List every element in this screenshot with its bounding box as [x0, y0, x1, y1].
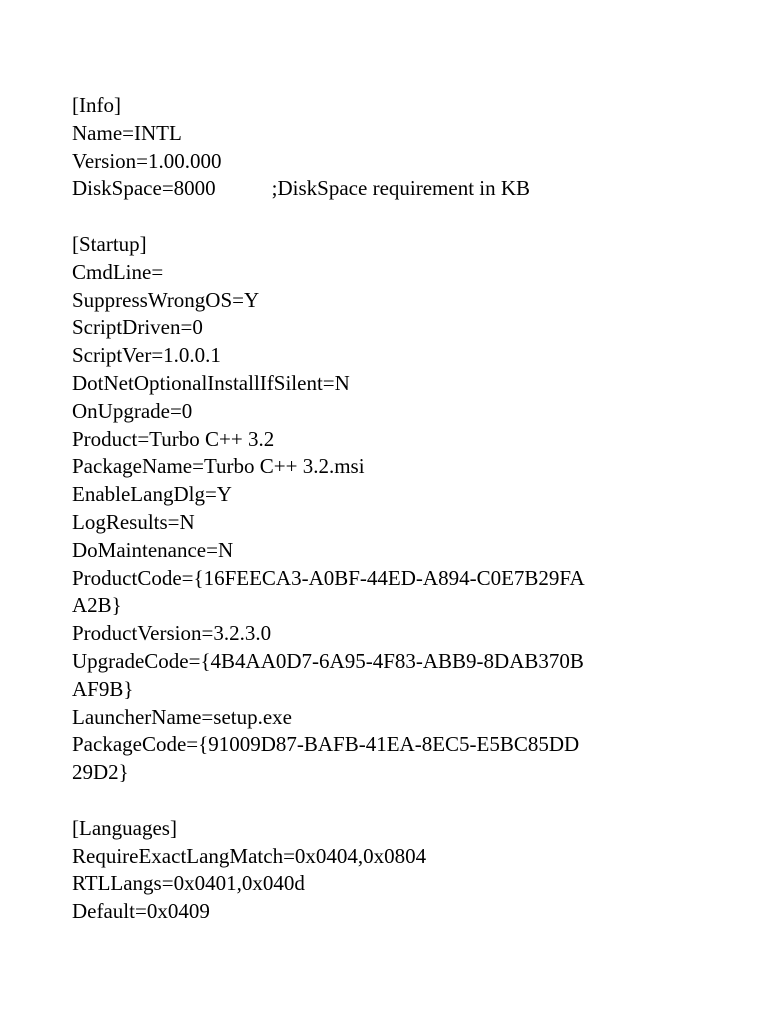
- startup-line: EnableLangDlg=Y: [72, 482, 232, 507]
- startup-line: LauncherName=setup.exe: [72, 704, 292, 729]
- info-section-header: [Info]: [72, 93, 121, 117]
- info-diskspace-comment: ;DiskSpace requirement in KB: [271, 176, 531, 201]
- languages-line: RTLLangs=0x0401,0x040d: [72, 871, 305, 896]
- blank-line: [72, 203, 752, 231]
- startup-section-header: [Startup]: [72, 231, 147, 256]
- startup-line: DoMaintenance=N: [72, 537, 234, 562]
- info-diskspace-line: DiskSpace=8000: [72, 176, 216, 201]
- startup-line: AF9B}: [72, 676, 134, 701]
- startup-line: CmdLine=: [72, 259, 164, 284]
- startup-line: ProductVersion=3.2.3.0: [72, 621, 272, 646]
- languages-line: Default=0x0409: [72, 899, 210, 924]
- startup-line: ScriptVer=1.0.0.1: [72, 343, 221, 368]
- startup-line: ProductCode={16FEECA3-A0BF-44ED-A894-C0E7B29FA: [72, 565, 585, 590]
- startup-line: LogResults=N: [72, 509, 195, 534]
- startup-line: 29D2}: [72, 760, 129, 785]
- info-name-line: Name=INTL: [72, 120, 182, 145]
- languages-section-header: [Languages]: [72, 815, 177, 840]
- startup-line: DotNetOptionalInstallIfSilent=N: [72, 370, 350, 395]
- languages-line: RequireExactLangMatch=0x0404,0x0804: [72, 843, 427, 868]
- startup-line: ScriptDriven=0: [72, 315, 203, 340]
- startup-line: A2B}: [72, 593, 122, 618]
- startup-line: UpgradeCode={4B4AA0D7-6A95-4F83-ABB9-8DAB370B: [72, 648, 584, 673]
- startup-line: Product=Turbo C++ 3.2: [72, 426, 275, 451]
- blank-line: [72, 787, 752, 815]
- info-version-line: Version=1.00.000: [72, 148, 222, 173]
- startup-line: PackageCode={91009D87-BAFB-41EA-8EC5-E5BC85DD: [72, 732, 580, 757]
- startup-line: PackageName=Turbo C++ 3.2.msi: [72, 454, 365, 479]
- startup-line: OnUpgrade=0: [72, 398, 193, 423]
- document-page: [72, 92, 752, 926]
- info-diskspace-row: [72, 175, 752, 203]
- startup-line: SuppressWrongOS=Y: [72, 287, 260, 312]
